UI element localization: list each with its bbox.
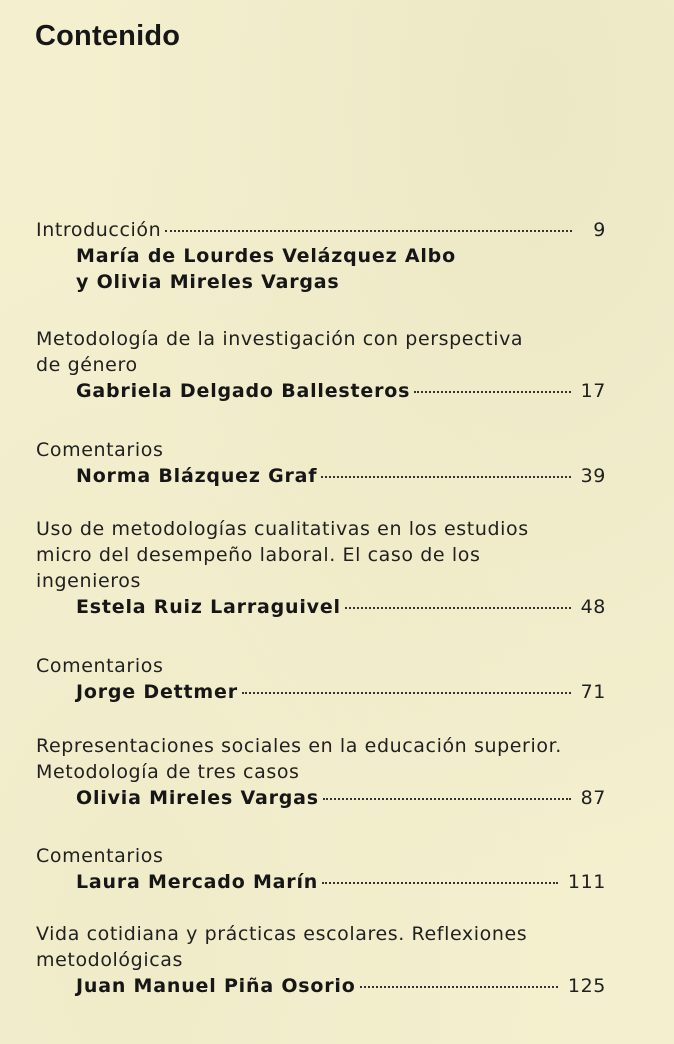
- toc-author-row: [36, 463, 606, 489]
- dot-leader: [322, 882, 558, 884]
- dot-leader: [414, 391, 570, 393]
- dot-leader: [321, 476, 570, 478]
- toc-entry-title: Vida cotidiana y prácticas escolares. Reflexiones: [36, 923, 528, 945]
- toc-page-number: 9: [593, 219, 606, 241]
- toc-entry-comentarios-3[interactable]: [36, 843, 606, 895]
- toc-author-row: [36, 869, 606, 895]
- toc-entry-title: Comentarios: [36, 845, 164, 867]
- toc-entry-representaciones-sociales[interactable]: [36, 733, 606, 811]
- toc-entry-author: María de Lourdes Velázquez Albo: [76, 245, 456, 267]
- toc-author-row: [36, 378, 606, 404]
- toc-author-row: [36, 679, 606, 705]
- dot-leader: [360, 986, 558, 988]
- toc-entry-title: ingenieros: [36, 570, 141, 592]
- toc-entry-title: metodológicas: [36, 949, 183, 971]
- toc-entry-title: Comentarios: [36, 655, 164, 677]
- dot-leader: [165, 230, 572, 232]
- toc-entry-comentarios-1[interactable]: [36, 437, 606, 489]
- toc-entry-vida-cotidiana[interactable]: [36, 921, 606, 999]
- dot-leader: [323, 798, 571, 800]
- toc-page-number: 71: [580, 681, 606, 703]
- toc-page-number: 17: [580, 380, 606, 402]
- toc-entry-title: Comentarios: [36, 439, 164, 461]
- toc-entry-title: Metodología de la investigación con perspectiva: [36, 328, 524, 350]
- toc-entry-author: Gabriela Delgado Ballesteros: [76, 380, 411, 402]
- dot-leader: [345, 607, 571, 609]
- toc-entry-author: Juan Manuel Piña Osorio: [76, 975, 356, 997]
- toc-page-number: 48: [580, 596, 606, 618]
- toc-entry-title: Metodología de tres casos: [36, 761, 300, 783]
- toc-entry-author: Norma Blázquez Graf: [76, 465, 318, 487]
- toc-entry-metodologias-cualitativas[interactable]: [36, 516, 606, 620]
- toc-entry-title: de género: [36, 354, 138, 376]
- toc-entry-author: Laura Mercado Marín: [76, 871, 319, 893]
- dot-leader: [242, 692, 571, 694]
- toc-title-row: [36, 217, 606, 243]
- toc-author-row: [36, 785, 606, 811]
- toc-entry-metodologia-genero[interactable]: [36, 326, 606, 404]
- toc-heading: Contenido: [35, 20, 181, 52]
- toc-page-number: 111: [567, 871, 606, 893]
- toc-entry-author: Olivia Mireles Vargas: [76, 787, 319, 809]
- toc-author-row: [36, 594, 606, 620]
- toc-page-number: 125: [567, 975, 606, 997]
- toc-entry-author: Jorge Dettmer: [76, 681, 238, 703]
- toc-author-row: [36, 973, 606, 999]
- toc-page-number: 87: [580, 787, 606, 809]
- toc-entry-author: Estela Ruiz Larraguivel: [76, 596, 341, 618]
- toc-page-number: 39: [580, 465, 606, 487]
- toc-entry-title: Uso de metodologías cualitativas en los estudios: [36, 518, 529, 540]
- toc-entry-title: Introducción: [36, 219, 162, 241]
- toc-entry-introduccion[interactable]: [36, 217, 606, 295]
- toc-entry-author: y Olivia Mireles Vargas: [76, 271, 340, 293]
- toc-entry-title: Representaciones sociales en la educación superior.: [36, 735, 562, 757]
- toc-entry-comentarios-2[interactable]: [36, 653, 606, 705]
- toc-entry-title: micro del desempeño laboral. El caso de los: [36, 544, 481, 566]
